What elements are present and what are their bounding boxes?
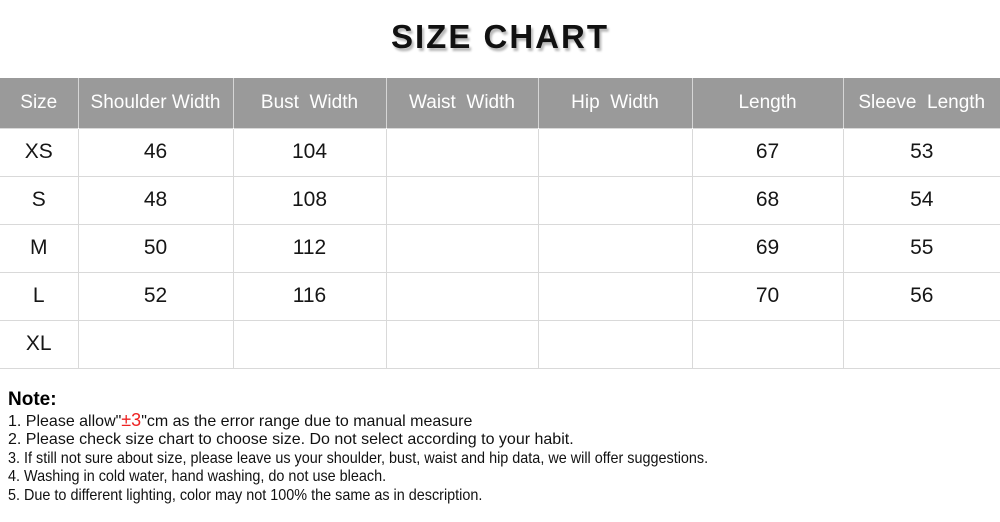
note-line-3	[8, 450, 1000, 469]
cell-shoulder-width: 46	[78, 128, 233, 176]
cell-length: 69	[692, 224, 843, 272]
cell-size: S	[0, 176, 78, 224]
cell-bust-width: 116	[233, 272, 386, 320]
cell-shoulder-width: 52	[78, 272, 233, 320]
note-line-4	[8, 468, 1000, 487]
note-2-text: 2. Please check size chart to choose size. Do not select according to your habit.	[8, 431, 574, 448]
cell-shoulder-width: 50	[78, 224, 233, 272]
cell-bust-width: 108	[233, 176, 386, 224]
cell-waist-width	[386, 320, 538, 368]
cell-shoulder-width	[78, 320, 233, 368]
page-title: SIZE CHART	[391, 18, 609, 55]
cell-size: XL	[0, 320, 78, 368]
cell-size: M	[0, 224, 78, 272]
notes-section	[8, 389, 1000, 506]
cell-sleeve-length: 56	[843, 272, 1000, 320]
cell-length: 70	[692, 272, 843, 320]
column-header-length: Length	[692, 78, 843, 128]
table-row-xs	[0, 128, 1000, 176]
cell-hip-width	[538, 272, 692, 320]
note-3-text: 3. If still not sure about size, please leave us your shoulder, bust, waist and hip data, we will offer suggestions.	[8, 449, 709, 467]
notes-heading: Note:	[8, 388, 57, 410]
cell-shoulder-width: 48	[78, 176, 233, 224]
table-header-row	[0, 78, 1000, 128]
note-4-text: 4. Washing in cold water, hand washing, do not use bleach.	[8, 468, 387, 485]
table-row-s	[0, 176, 1000, 224]
cell-hip-width	[538, 320, 692, 368]
cell-waist-width	[386, 224, 538, 272]
column-header-hip-width: Hip Width	[538, 78, 692, 128]
cell-bust-width	[233, 320, 386, 368]
note-1-suffix: "cm as the error range due to manual measure	[141, 412, 473, 430]
column-header-waist-width: Waist Width	[386, 78, 538, 128]
note-line-1	[8, 411, 1000, 432]
cell-bust-width: 112	[233, 224, 386, 272]
cell-sleeve-length: 53	[843, 128, 1000, 176]
table-row-m	[0, 224, 1000, 272]
cell-hip-width	[538, 128, 692, 176]
cell-size: XS	[0, 128, 78, 176]
cell-sleeve-length: 55	[843, 224, 1000, 272]
note-5-text: 5. Due to different lighting, color may not 100% the same as in description.	[8, 486, 483, 504]
column-header-size: Size	[0, 78, 78, 128]
cell-sleeve-length: 54	[843, 176, 1000, 224]
cell-size: L	[0, 272, 78, 320]
cell-waist-width	[386, 176, 538, 224]
note-line-2	[8, 431, 1000, 450]
note-1-prefix: 1. Please allow"	[8, 412, 122, 430]
column-header-sleeve-length: Sleeve Length	[843, 78, 1000, 128]
size-chart-table	[0, 78, 1000, 369]
cell-waist-width	[386, 128, 538, 176]
cell-length	[692, 320, 843, 368]
cell-waist-width	[386, 272, 538, 320]
note-1-error-range: ±3	[121, 409, 142, 430]
column-header-shoulder-width: Shoulder Width	[78, 78, 233, 128]
cell-bust-width: 104	[233, 128, 386, 176]
note-line-5	[8, 487, 1000, 506]
cell-sleeve-length	[843, 320, 1000, 368]
column-header-bust-width: Bust Width	[233, 78, 386, 128]
cell-hip-width	[538, 224, 692, 272]
table-row-xl	[0, 320, 1000, 368]
cell-length: 67	[692, 128, 843, 176]
table-row-l	[0, 272, 1000, 320]
cell-hip-width	[538, 176, 692, 224]
cell-length: 68	[692, 176, 843, 224]
